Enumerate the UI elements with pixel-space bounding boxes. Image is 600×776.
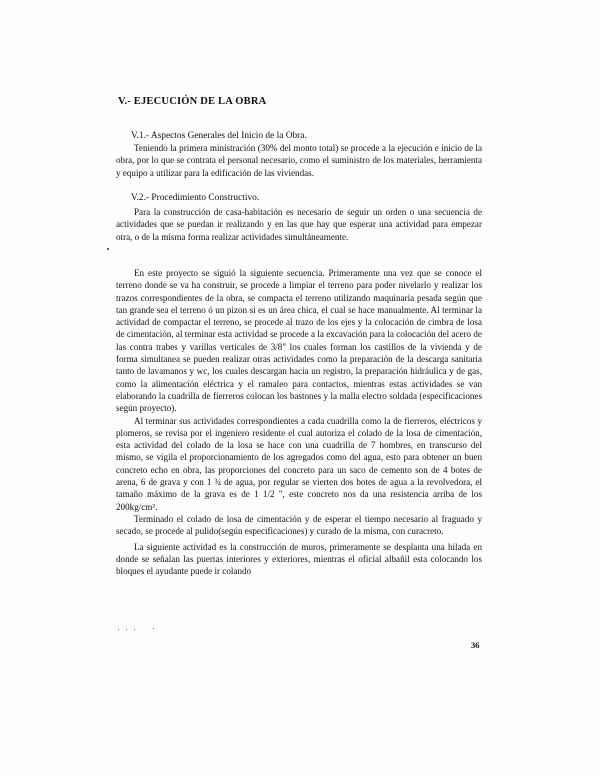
paragraph: Para la construcción de casa-habitación es necesario de seguir un orden o una secuencia de actividades que se puedan ir realizando y en las que hay que esperar una actividad para empezar otra, o de la misma forma realizar actividades simultáneamente. (116, 207, 482, 242)
paragraph: En este proyecto se siguió la siguiente secuencia. Primeramente una vez que se conoce el terreno donde se va ha construir, se procede a limpiar el terreno para poder nivelarlo y realizar los trazos correspondientes de la obra, se compacta el terreno utilizando maquinaria pesada según que tan grande sea el terreno ó un pizon si es un área chica, el cual se hace manualmente. Al terminar la actividad de compactar el terreno, se procede al trazo de los ejes y la colocación de cimbra de losa de cimentación, al terminar esta actividad se procede a la excavación para la colocación del acero de las contra trabes y varillas verticales de 3/8" los cuales forman los castillos de la vivienda y de forma simultanea se pueden realizar otras actividades como la preparación de la descarga sanitaria tanto de lavamanos y wc, los cuales descargan hacia un registro, la preparación hidráulica y de gas, como la alimentación eléctrica y el ramaleo para contactos, mientras estas actividades se van elaborando la cuadrilla de fierreros colocan los bastones y la malla electro soldada (especificaciones según proyecto). (116, 268, 482, 414)
subsection-2-body (116, 267, 482, 577)
page-number: 36 (471, 640, 480, 650)
paragraph: Teniendo la primera ministración (30% del monto total) se procede a la ejecución e inicio de la obra, por lo que se contrata el personal necesario, como el suministro de los materiales, herramienta y equipo a utilizar para la edificación de las viviendas. (116, 143, 482, 178)
scan-speck (107, 248, 109, 250)
section-title: V.- EJECUCIÓN DE LA OBRA (118, 96, 267, 107)
subsection-1-body (116, 142, 482, 179)
subsection-2-intro (116, 206, 482, 243)
scan-speck (126, 629, 127, 630)
subsection-2-title: V.2.- Procedimiento Constructivo. (131, 193, 260, 203)
paragraph: Terminado el colado de losa de cimentación y de esperar el tiempo necesario al fraguado y secado, se procede al pulido(según especificaciones) y curado de la misma, con curacreto. (116, 513, 482, 537)
scan-speck (134, 629, 135, 630)
paragraph: Al terminar sus actividades correspondientes a cada cuadrilla como la de fierreros, eléctricos y plomeros, se revisa por el ingeniero residente el cual autoriza el colado de la losa de cimentación, esta actividad del colado de la losa se hace con una cuadrilla de 7 hombres, en transcurso del mismo, se vigila el proporcionamiento de los agregados como del agua, esto para obtener un buen concreto echo en obra, las proporciones del concreto para un saco de cemento son de 4 botes de arena, 6 de grava y con 1 ¾ de agua, por regular se vierten dos botes de agua a la revolvedora, el tamaño máximo de la grava es de 1 1/2 ", este concreto nos da una resistencia arriba de los 200kg/cm². (116, 415, 482, 512)
scan-speck (153, 628, 154, 629)
subsection-1-title: V.1.- Aspectos Generales del Inicio de la Obra. (131, 131, 307, 141)
scan-speck (118, 629, 119, 630)
paragraph: La siguiente actividad es la construcción de muros, primeramente se desplanta una hilada en donde se señalan las puertas interiores y exteriores, mientras el oficial albañil esta colocando los bloques el ayudante puede ir colando (116, 541, 482, 577)
